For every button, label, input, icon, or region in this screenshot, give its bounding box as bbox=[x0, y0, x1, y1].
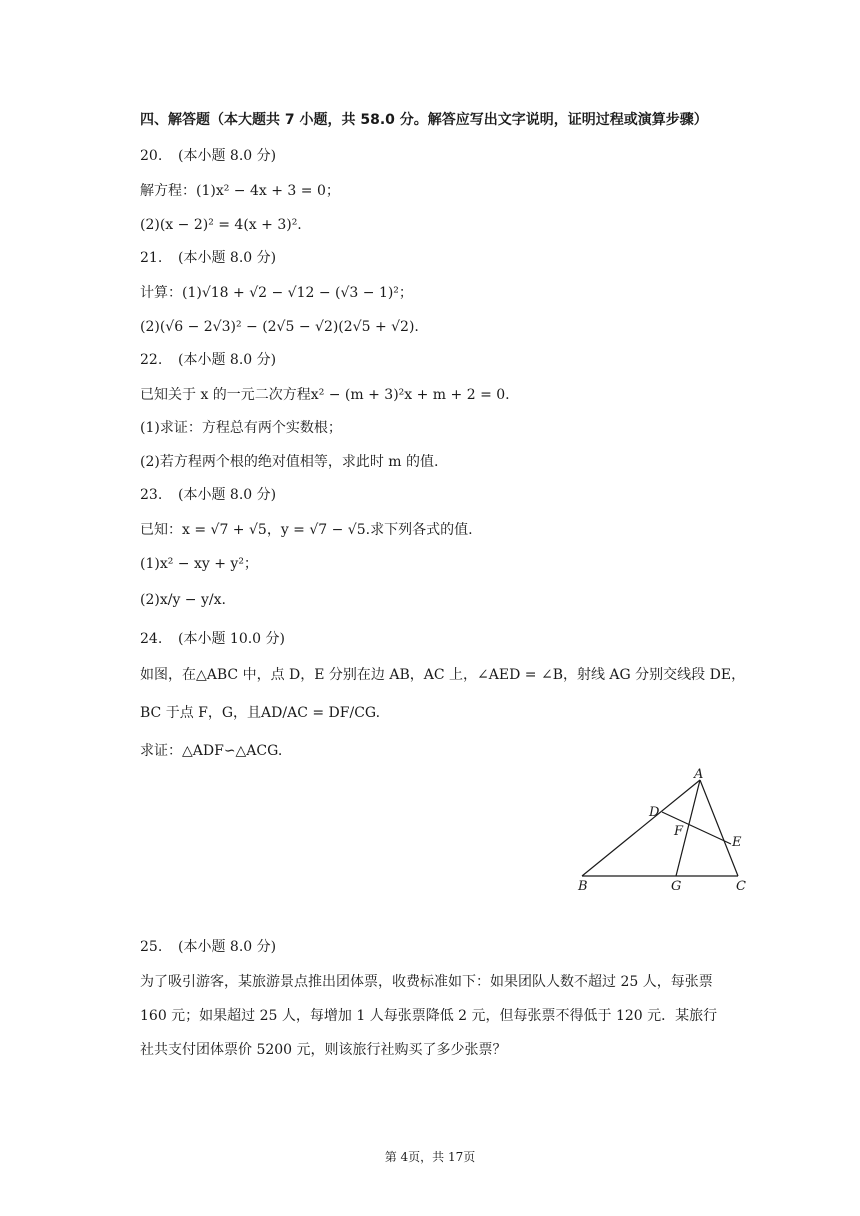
label-d: D bbox=[649, 805, 660, 820]
problem-21-heading bbox=[140, 248, 276, 268]
label-e: E bbox=[732, 835, 742, 850]
label-c: C bbox=[736, 879, 746, 894]
segment-de bbox=[662, 812, 731, 844]
section-header: 四、解答题（本大题共 7 小题，共 58.0 分。解答应写出文字说明，证明过程或演算步骤） bbox=[140, 112, 708, 128]
problem-number: 20. bbox=[140, 148, 163, 164]
problem-25-line-1: 为了吸引游客，某旅游景点推出团体票，收费标准如下：如果团队人数不超过 25 人，每张票 bbox=[140, 974, 713, 990]
label-b: B bbox=[578, 879, 588, 894]
segment-ac bbox=[700, 780, 738, 876]
problem-22-heading bbox=[140, 350, 276, 370]
label-f: F bbox=[674, 824, 684, 839]
problem-number: 23. bbox=[140, 487, 163, 503]
problem-20-line-2: (2)(x − 2)² = 4(x + 3)². bbox=[140, 217, 302, 233]
problem-points: (本小题 10.0 分) bbox=[178, 631, 285, 647]
problem-23-line-3: (2)x/y − y/x. bbox=[140, 592, 226, 608]
problem-25-heading bbox=[140, 937, 276, 957]
problem-23-line-1: 已知：x = √7 + √5，y = √7 − √5.求下列各式的值. bbox=[140, 522, 473, 538]
problem-23-heading bbox=[140, 485, 276, 505]
problem-number: 21. bbox=[140, 250, 163, 266]
problem-points: (本小题 8.0 分) bbox=[178, 939, 277, 955]
problem-21-line-2: (2)(√6 − 2√3)² − (2√5 − √2)(2√5 + √2). bbox=[140, 319, 419, 335]
problem-20-heading bbox=[140, 146, 276, 166]
problem-24-heading bbox=[140, 629, 285, 649]
problem-22-line-1: 已知关于 x 的一元二次方程x² − (m + 3)²x + m + 2 = 0. bbox=[140, 387, 510, 403]
problem-25-line-3: 社共支付团体票价 5200 元，则该旅行社购买了多少张票？ bbox=[140, 1042, 507, 1058]
problem-points: (本小题 8.0 分) bbox=[178, 352, 277, 368]
problem-24-line-2: BC 于点 F，G，且AD/AC = DF/CG. bbox=[140, 705, 381, 721]
problem-number: 25. bbox=[140, 939, 163, 955]
page-footer: 第 4页，共 17页 bbox=[384, 1150, 476, 1164]
problem-23-line-2: (1)x² − xy + y²； bbox=[140, 556, 258, 572]
problem-22-line-3: (2)若方程两个根的绝对值相等，求此时 m 的值. bbox=[140, 454, 439, 470]
problem-24-line-1: 如图，在△ABC 中，点 D，E 分别在边 AB，AC 上，∠AED = ∠B，射线 AG 分别交线段 DE， bbox=[140, 667, 746, 683]
label-g: G bbox=[671, 879, 682, 894]
triangle-figure bbox=[570, 768, 760, 898]
label-a: A bbox=[694, 768, 704, 782]
problem-20-line-1: 解方程：(1)x² − 4x + 3 = 0； bbox=[140, 183, 340, 199]
problem-points: (本小题 8.0 分) bbox=[178, 148, 277, 164]
problem-21-line-1: 计算：(1)√18 + √2 − √12 − (√3 − 1)²； bbox=[140, 285, 413, 301]
problem-22-line-2: (1)求证：方程总有两个实数根； bbox=[140, 420, 342, 436]
problem-points: (本小题 8.0 分) bbox=[178, 487, 277, 503]
problem-24-line-3: 求证：△ADF∽△ACG. bbox=[140, 743, 283, 759]
problem-number: 22. bbox=[140, 352, 163, 368]
problem-25-line-2: 160 元；如果超过 25 人，每增加 1 人每张票降低 2 元，但每张票不得低于 120 元．某旅行 bbox=[140, 1008, 718, 1024]
problem-points: (本小题 8.0 分) bbox=[178, 250, 277, 266]
problem-number: 24. bbox=[140, 631, 163, 647]
